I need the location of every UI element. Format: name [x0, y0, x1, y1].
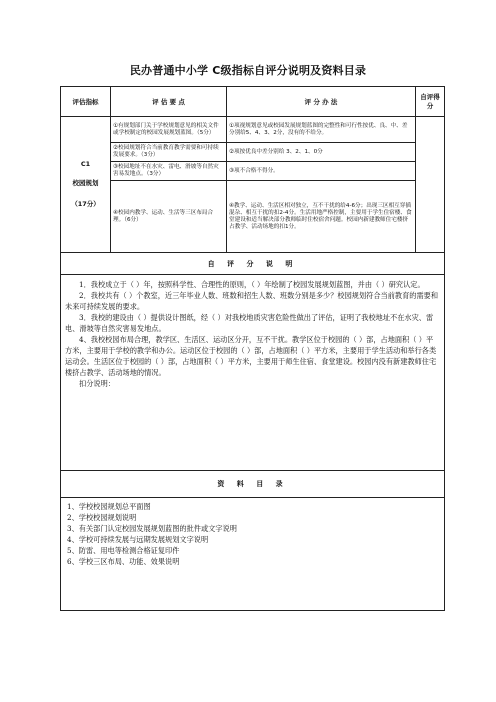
method-2: ②项按优良中差分别给 3、2、1、0分 [227, 143, 416, 162]
header-score: 自评得分 [416, 87, 445, 117]
header-indicator: 评估指标 [61, 87, 111, 117]
materials-item: 3、有关部门认定校园发展规划蓝图的批件或文字说明 [67, 524, 237, 533]
score-cell[interactable] [416, 117, 445, 253]
self-eval-body [61, 275, 445, 471]
header-points: 评 估 要 点 [111, 87, 227, 117]
self-eval-para: 1．我校成立于（ ）年，按照科学性、合理性的原则，（ ）年绘制了校园发展规划蓝图，并由（ ）研究认定。 [79, 280, 425, 289]
point-4: ④校园内教学、运动、生活等三区布局合理。（6分） [111, 181, 227, 253]
materials-list [61, 498, 445, 611]
indicator-cell [61, 117, 111, 253]
method-4: ④教学、运动、生活区相对独立，互不干扰的给4-6分；出现三区相互穿插混杂、相互干扰的扣2-4分。生活用地严格控制，主要用于学生住宿楼、食堂建设和适当解决部分教师临时住校宿舍问题。校园内新建教师住宅楼挤占教学、活动场地的扣1分。 [227, 181, 416, 253]
self-eval-para: 2．我校共有（ ）个教室，近三年毕业人数、班数和招生人数、班数分别是多少？校园规划符合当前教育的需要和未来可持续发展的要求。 [65, 291, 439, 311]
deduction-note: 扣分说明： [79, 379, 115, 388]
self-eval-para: 4、我校校园布局合理，教学区、生活区、运动区分开，互不干扰。教学区位于校园的（ ）部，占地面积（ ）平方米，主要用于学校的教学和办公。运动区位于校园的（ ）部，占地面积（ ）平方米，主要用于学生活动和举行各类运动会。生活区位于校园的（ ）部，占地面积（ ）平方米，主要用于师生住宿、食堂建设。校园内没有新建教师住宅楼挤占教学、活动场地的情况。 [65, 335, 437, 377]
indicator-name: 校园规划 [72, 179, 99, 187]
self-eval-title: 自 评 分 说 明 [61, 253, 445, 275]
point-2: ②校园规划符合当前教育教学需要和可持续发展要求。（3分） [111, 143, 227, 162]
materials-item: 4、学校可持续发展与远期发展规划文字说明 [67, 535, 209, 544]
indicator-code: C1 [80, 160, 91, 168]
header-method: 评 分 办 法 [227, 87, 416, 117]
page-title: 民办普通中小学 C级指标自评分说明及资料目录 [129, 64, 367, 77]
materials-title: 资 料 目 录 [61, 471, 445, 498]
point-1: ①有规划部门关于学校规划意见的相关文件或学校制定的校园发展规划蓝图。（5分） [111, 117, 227, 143]
materials-item: 2、学校校园规划说明 [67, 513, 137, 522]
point-3: ③校园地址不在水灾、雷电、滑坡等自然灾害易发地点。（3分） [111, 162, 227, 181]
materials-item: 1、学校校园规划总平面图 [67, 502, 151, 511]
materials-item: 5、防雷、用电等检测合格证复印件 [67, 546, 180, 555]
materials-item: 6、学校三区布局、功能、效果说明 [67, 557, 180, 566]
indicator-points: （17分） [71, 200, 100, 208]
self-eval-para: 3．我校的建设由（ ）提供设计图纸，经（ ）对我校地质灾害危险性做出了评估，证明了我校地址不在水灾、雷电、滑坡等自然灾害易发地点。 [65, 313, 434, 333]
method-3: ③项不合格不得分。 [227, 162, 416, 181]
method-1: ①项视规划意见或校园发展规划蓝图的完整性和可行性按优、良、中、差分别给5、4、3、2分，没有的不给分。 [227, 117, 416, 143]
evaluation-table [60, 86, 445, 611]
